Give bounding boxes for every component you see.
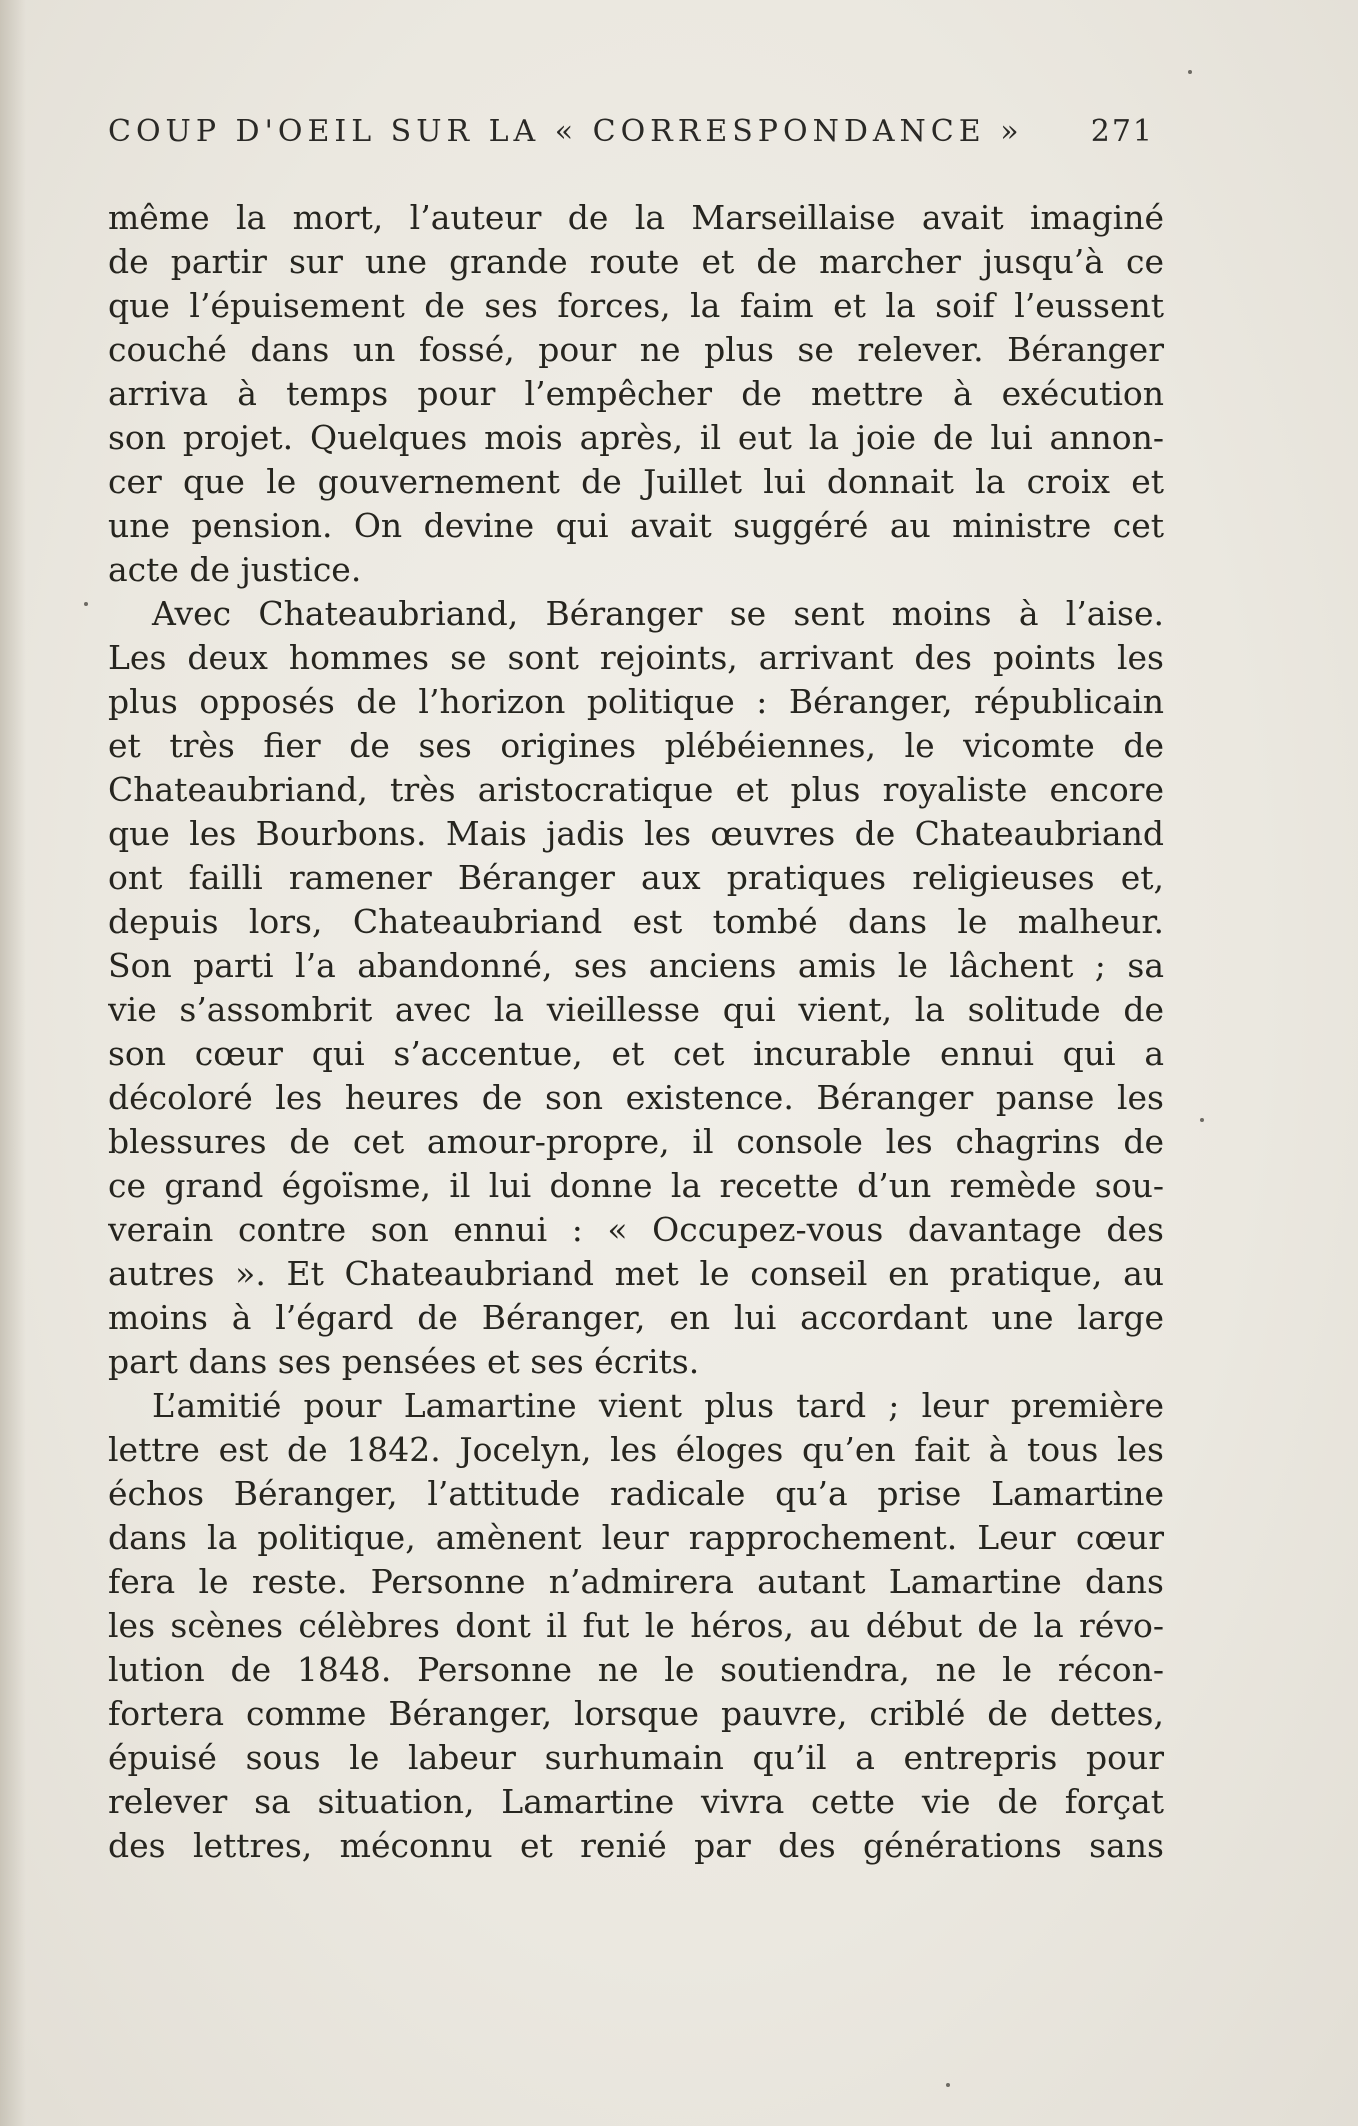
- text-line: part dans ses pensées et ses écrits.: [108, 1342, 700, 1381]
- paragraph: [108, 592, 1164, 1384]
- paragraph: [108, 196, 1164, 592]
- text-line: arriva à temps pour l’empêcher de mettre à exécution: [108, 374, 1164, 413]
- text-line: les scènes célèbres dont il fut le héros, au début de la révo-: [108, 1606, 1164, 1645]
- text-line: son projet. Quelques mois après, il eut la joie de lui annon-: [108, 418, 1164, 457]
- page-edge-shadow: [0, 0, 26, 2126]
- paper-speck: [1200, 1118, 1204, 1122]
- text-line: Avec Chateaubriand, Béranger se sent moins à l’aise.: [152, 594, 1164, 633]
- text-line: son cœur qui s’accentue, et cet incurable ennui qui a: [108, 1034, 1164, 1073]
- text-line: Les deux hommes se sont rejoints, arrivant des points les: [108, 638, 1164, 677]
- text-line: ont failli ramener Béranger aux pratiques religieuses et,: [108, 858, 1164, 897]
- text-line: des lettres, méconnu et renié par des générations sans: [108, 1826, 1164, 1865]
- text-line: blessures de cet amour-propre, il console les chagrins de: [108, 1122, 1164, 1161]
- text-line: épuisé sous le labeur surhumain qu’il a entrepris pour: [108, 1738, 1164, 1777]
- text-line: L’amitié pour Lamartine vient plus tard ; leur première: [152, 1386, 1164, 1425]
- text-line: même la mort, l’auteur de la Marseillaise avait imaginé: [108, 198, 1164, 237]
- text-line: Chateaubriand, très aristocratique et plus royaliste encore: [108, 770, 1164, 809]
- text-line: et très fier de ses origines plébéiennes, le vicomte de: [108, 726, 1164, 765]
- running-title: COUP D'OEIL SUR LA « CORRESPONDANCE »: [108, 114, 1024, 149]
- text-line: couché dans un fossé, pour ne plus se relever. Béranger: [108, 330, 1164, 369]
- text-line: Son parti l’a abandonné, ses anciens amis le lâchent ; sa: [108, 946, 1164, 985]
- text-line: depuis lors, Chateaubriand est tombé dans le malheur.: [108, 902, 1164, 941]
- text-line: de partir sur une grande route et de marcher jusqu’à ce: [108, 242, 1164, 281]
- text-line: vie s’assombrit avec la vieillesse qui vient, la solitude de: [108, 990, 1164, 1029]
- paper-speck: [946, 2083, 950, 2087]
- text-line: acte de justice.: [108, 550, 362, 589]
- text-line: lution de 1848. Personne ne le soutiendra, ne le récon-: [108, 1650, 1164, 1689]
- paragraph: [108, 1384, 1164, 1868]
- text-line: lettre est de 1842. Jocelyn, les éloges qu’en fait à tous les: [108, 1430, 1164, 1469]
- paper-speck: [84, 602, 88, 606]
- text-line: que l’épuisement de ses forces, la faim et la soif l’eussent: [108, 286, 1164, 325]
- text-line: plus opposés de l’horizon politique : Béranger, républicain: [108, 682, 1164, 721]
- paper-speck: [1188, 70, 1192, 74]
- text-line: cer que le gouvernement de Juillet lui donnait la croix et: [108, 462, 1164, 501]
- text-line: décoloré les heures de son existence. Béranger panse les: [108, 1078, 1164, 1117]
- text-line: relever sa situation, Lamartine vivra cette vie de forçat: [108, 1782, 1164, 1821]
- text-line: dans la politique, amènent leur rapprochement. Leur cœur: [108, 1518, 1164, 1557]
- page-header: [108, 108, 1154, 158]
- text-line: fera le reste. Personne n’admirera autant Lamartine dans: [108, 1562, 1164, 1601]
- text-line: ce grand égoïsme, il lui donne la recette d’un remède sou-: [108, 1166, 1164, 1205]
- text-line: verain contre son ennui : « Occupez-vous davantage des: [108, 1210, 1164, 1249]
- page-number: 271: [1090, 114, 1154, 149]
- text-line: moins à l’égard de Béranger, en lui accordant une large: [108, 1298, 1164, 1337]
- body-text: [108, 196, 1164, 1868]
- text-line: une pension. On devine qui avait suggéré au ministre cet: [108, 506, 1164, 545]
- text-line: autres ». Et Chateaubriand met le conseil en pratique, au: [108, 1254, 1164, 1293]
- text-line: fortera comme Béranger, lorsque pauvre, criblé de dettes,: [108, 1694, 1164, 1733]
- text-line: que les Bourbons. Mais jadis les œuvres de Chateaubriand: [108, 814, 1164, 853]
- text-line: échos Béranger, l’attitude radicale qu’a prise Lamartine: [108, 1474, 1164, 1513]
